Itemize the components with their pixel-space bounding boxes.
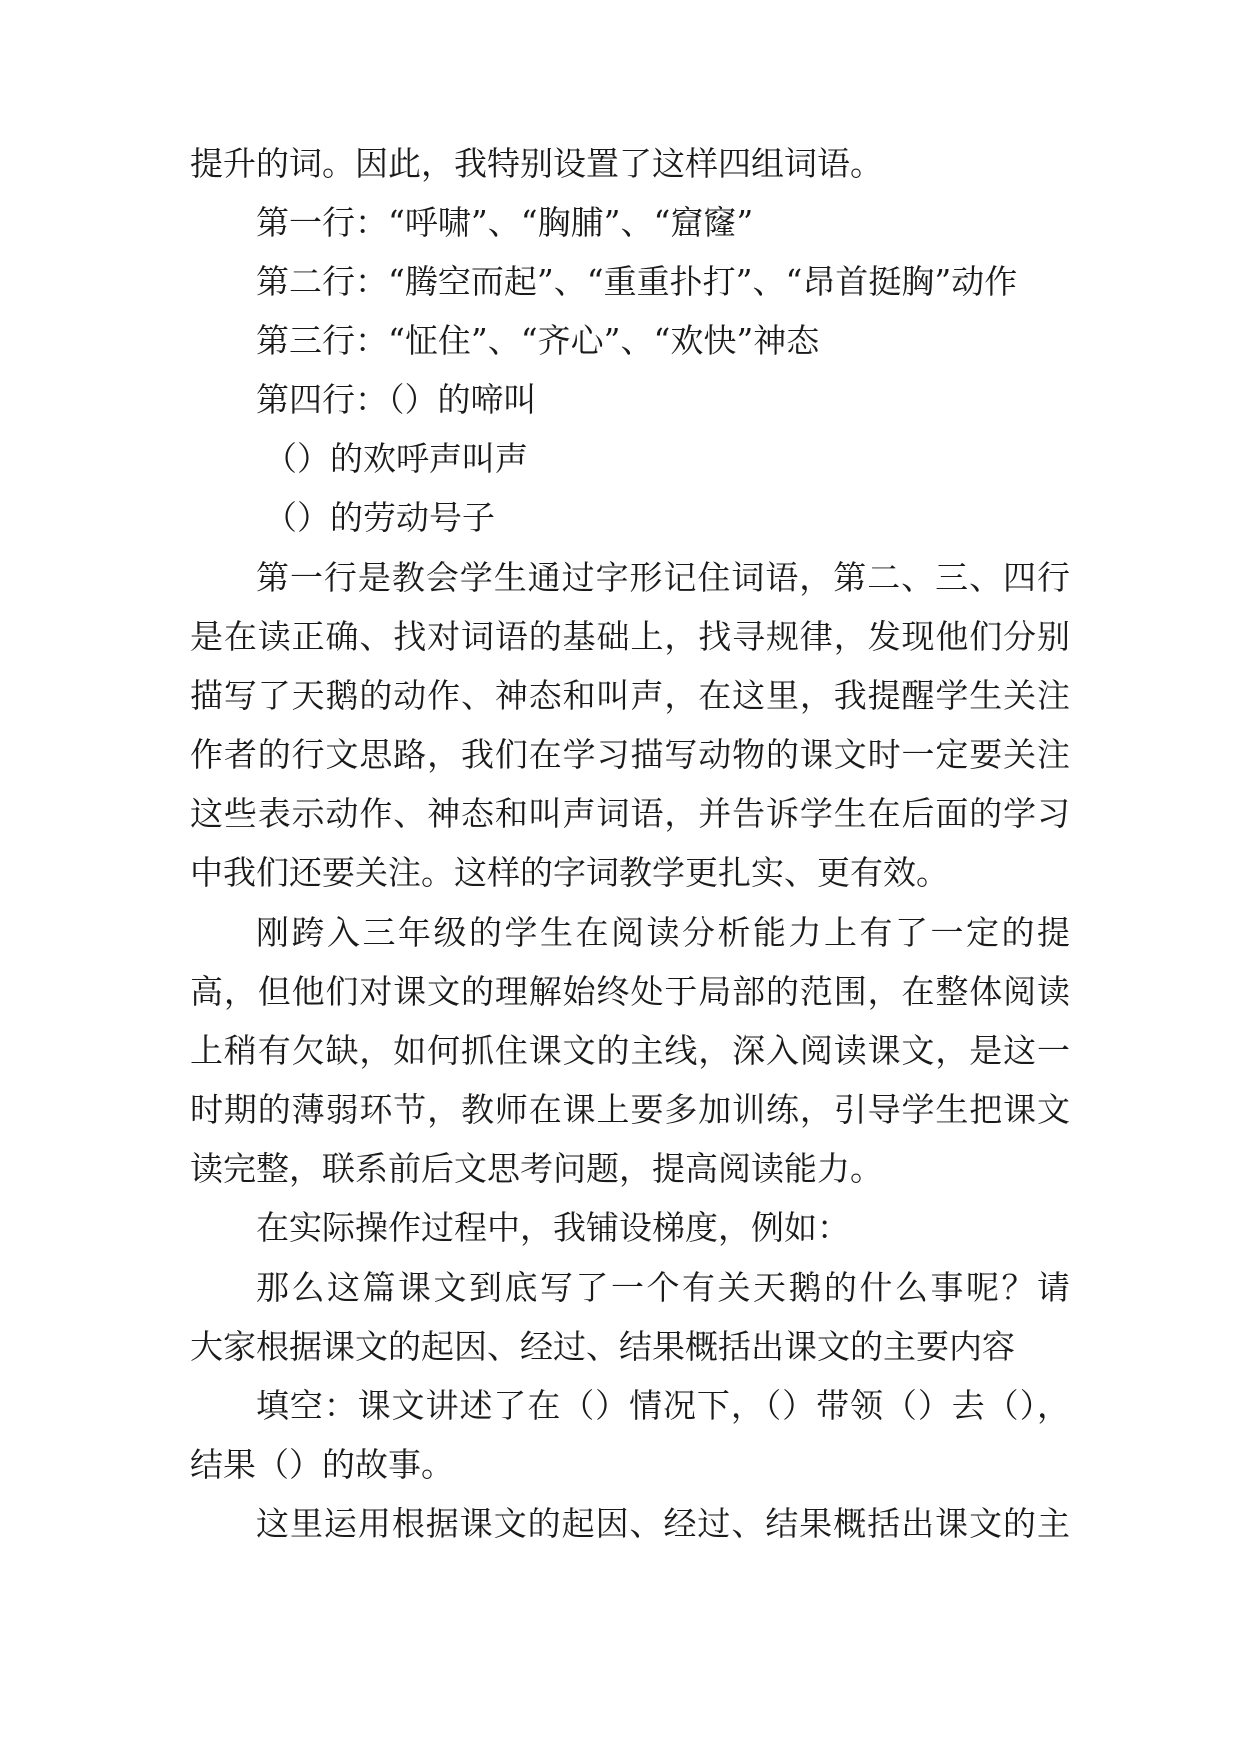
text-line-15: 高，但他们对课文的理解始终处于局部的范围，在整体阅读	[190, 972, 1070, 1011]
text-line-21: 大家根据课文的起因、经过、结果概括出课文的主要内容	[190, 1327, 1015, 1366]
text-line-9: 是在读正确、找对词语的基础上，找寻规律，发现他们分别	[190, 617, 1070, 656]
text-line-11: 作者的行文思路，我们在学习描写动物的课文时一定要关注	[190, 735, 1070, 774]
text-line-8: 第一行是教会学生通过字形记住词语，第二、三、四行	[256, 558, 1070, 597]
text-line-12: 这些表示动作、神态和叫声词语，并告诉学生在后面的学习	[190, 794, 1070, 833]
text-line-4: 第三行：“怔住”、“齐心”、“欢快”神态	[256, 321, 820, 360]
text-line-3: 第二行：“腾空而起”、“重重扑打”、“昂首挺胸”动作	[256, 262, 1018, 301]
text-line-20: 那么这篇课文到底写了一个有关天鹅的什么事呢？请	[256, 1268, 1070, 1307]
text-line-22: 填空：课文讲述了在（）情况下，（）带领（）去（），	[256, 1386, 1070, 1425]
text-line-24: 这里运用根据课文的起因、经过、结果概括出课文的主	[256, 1504, 1070, 1543]
text-line-13: 中我们还要关注。这样的字词教学更扎实、更有效。	[190, 853, 949, 892]
text-line-17: 时期的薄弱环节，教师在课上要多加训练，引导学生把课文	[190, 1090, 1070, 1129]
text-line-23: 结果（）的故事。	[190, 1445, 454, 1484]
text-line-19: 在实际操作过程中，我铺设梯度，例如：	[256, 1208, 850, 1247]
text-line-18: 读完整，联系前后文思考问题，提高阅读能力。	[190, 1149, 883, 1188]
text-line-7: （）的劳动号子	[264, 498, 495, 537]
text-line-6: （）的欢呼声叫声	[264, 439, 528, 478]
text-line-10: 描写了天鹅的动作、神态和叫声，在这里，我提醒学生关注	[190, 676, 1070, 715]
text-line-16: 上稍有欠缺，如何抓住课文的主线，深入阅读课文，是这一	[190, 1031, 1070, 1070]
text-line-1: 提升的词。因此，我特别设置了这样四组词语。	[190, 144, 883, 183]
text-line-5: 第四行：（）的啼叫	[256, 380, 537, 419]
text-line-14: 刚跨入三年级的学生在阅读分析能力上有了一定的提	[256, 913, 1070, 952]
text-line-2: 第一行：“呼啸”、“胸脯”、“窟窿”	[256, 203, 754, 242]
